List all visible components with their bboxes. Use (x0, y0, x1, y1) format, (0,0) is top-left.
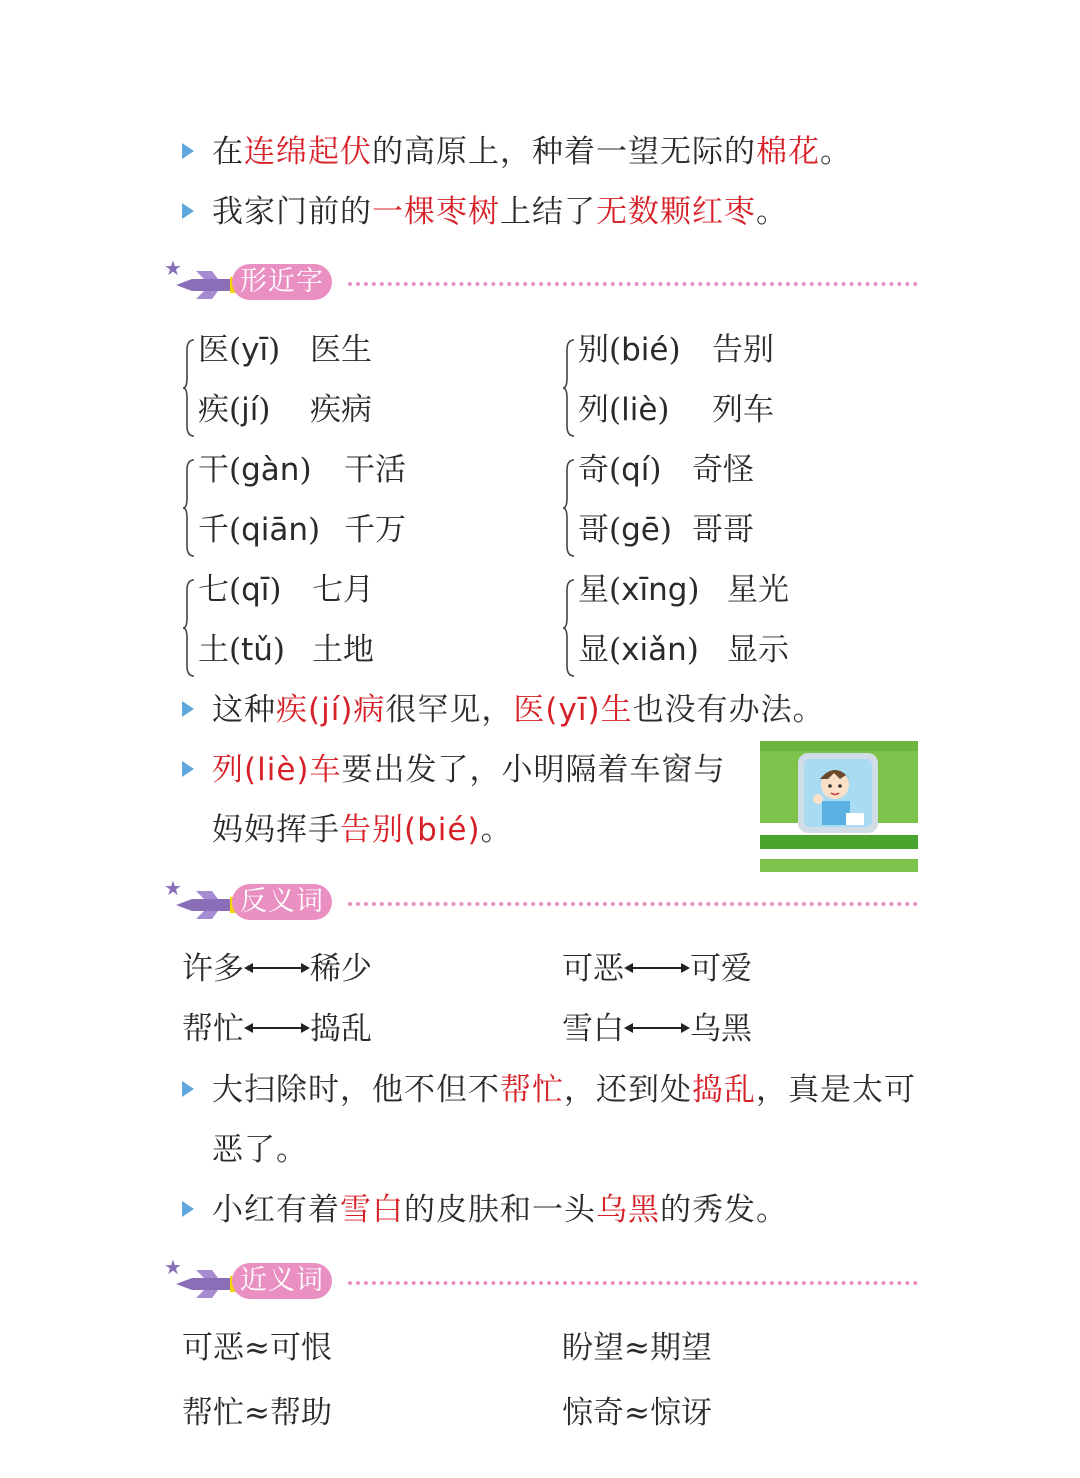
sentence-fragment: 大扫除时，他不但不 (212, 1072, 500, 1108)
highlight-text: 捣乱 (692, 1072, 756, 1108)
sentence-fragment: 也没有办法。 (632, 692, 825, 728)
double-arrow-icon (244, 1021, 310, 1035)
similar-char-group (182, 330, 502, 450)
paren-close: ) (299, 452, 312, 488)
synonym-left: 惊奇 (562, 1395, 624, 1431)
star-icon: ★ (164, 876, 182, 900)
synonym-left: 可恶 (182, 1330, 244, 1366)
similar-char-entry (198, 450, 312, 490)
synonym-pair (562, 1393, 712, 1433)
highlight-text: 告别 (340, 812, 404, 848)
curly-brace-icon (562, 338, 576, 438)
example-word: 告别 (712, 332, 774, 368)
train-window-illustration (760, 741, 918, 872)
paren-close: ) (668, 332, 681, 368)
star-icon: ★ (164, 1255, 182, 1279)
dotted-divider (348, 282, 918, 286)
example-word: 干活 (344, 452, 406, 488)
pinyin: bié (621, 332, 669, 368)
double-arrow-icon (624, 1021, 690, 1035)
antonym-right: 乌黑 (690, 1011, 752, 1047)
paren-open: ( (229, 452, 242, 488)
similar-sentence-1 (182, 690, 825, 730)
section-title: 反义词 (232, 884, 332, 920)
bullet-icon (182, 203, 194, 219)
highlight-text: 连绵起伏 (244, 134, 372, 170)
highlight-text: (yī) (545, 692, 601, 728)
approx-sign: ≈ (244, 1395, 270, 1431)
highlight-text: 乌黑 (596, 1192, 660, 1228)
example-word: 显示 (727, 632, 789, 668)
sentence-fragment: 很罕见， (385, 692, 514, 728)
paren-close: ) (268, 332, 281, 368)
curly-brace-icon (182, 578, 196, 678)
sentence-text (212, 1192, 788, 1228)
pinyin: qī (241, 572, 270, 608)
paren-close: ) (308, 512, 321, 548)
approx-sign: ≈ (624, 1330, 650, 1366)
star-icon: ★ (164, 256, 182, 280)
paren-open: ( (229, 332, 242, 368)
section-header-synonyms (162, 1257, 922, 1307)
similar-char-entry (578, 330, 681, 370)
char: 显 (578, 632, 609, 668)
pinyin: yī (241, 332, 269, 368)
curly-brace-icon (182, 458, 196, 558)
similar-char-group (562, 570, 882, 690)
antonym-right: 可爱 (690, 951, 752, 987)
pinyin: gē (621, 512, 660, 548)
char: 列 (578, 392, 609, 428)
highlight-text: 无数颗红枣 (596, 194, 756, 230)
section-title: 形近字 (232, 264, 332, 300)
char: 星 (578, 572, 609, 608)
sentence-text (212, 692, 825, 728)
char: 医 (198, 332, 229, 368)
synonym-pair (562, 1328, 712, 1368)
pinyin: jí (241, 392, 259, 428)
double-arrow-icon (244, 961, 310, 975)
char: 疾 (198, 392, 229, 428)
char: 干 (198, 452, 229, 488)
approx-sign: ≈ (244, 1330, 270, 1366)
curly-brace-icon (562, 458, 576, 558)
similar-sentence-2 (182, 750, 726, 790)
sentence-fragment: 的皮肤和一头 (404, 1192, 596, 1228)
antonym-pair (182, 949, 372, 989)
highlight-text: (liè) (244, 752, 310, 788)
pinyin: qiān (241, 512, 309, 548)
pinyin: qí (621, 452, 650, 488)
double-arrow-icon (624, 961, 690, 975)
synonym-right: 期望 (649, 1330, 712, 1366)
paren-close: ) (657, 392, 670, 428)
synonym-pair (182, 1393, 332, 1433)
char: 奇 (578, 452, 609, 488)
bullet-icon (182, 1201, 194, 1217)
sentence-fragment: 要出发了，小明隔着车窗与 (341, 752, 726, 788)
antonym-right: 捣乱 (310, 1011, 372, 1047)
paren-open: ( (229, 512, 242, 548)
example-word: 七月 (312, 572, 374, 608)
example-word: 疾病 (310, 392, 372, 428)
antonym-left: 雪白 (562, 1011, 624, 1047)
curly-brace-icon (182, 338, 196, 438)
paren-close: ) (269, 572, 282, 608)
paren-open: ( (609, 332, 622, 368)
sentence-fragment: ，真是太可 (756, 1072, 916, 1108)
char: 七 (198, 572, 229, 608)
paren-open: ( (609, 512, 622, 548)
synonym-right: 可恨 (269, 1330, 332, 1366)
char: 哥 (578, 512, 609, 548)
sentence-text (212, 812, 513, 848)
paren-close: ) (686, 632, 699, 668)
example-word: 哥哥 (692, 512, 754, 548)
example-word: 星光 (727, 572, 789, 608)
similar-char-entry (578, 570, 700, 610)
sentence-fragment: 这种 (212, 692, 276, 728)
sentence-fragment: 的秀发。 (660, 1192, 788, 1228)
antonym-pair (562, 1009, 752, 1049)
paren-close: ) (687, 572, 700, 608)
similar-char-group (182, 450, 502, 570)
antonym-pair (182, 1009, 372, 1049)
section-header-similar-chars (162, 258, 922, 308)
paren-close: ) (258, 392, 271, 428)
antonym-left: 帮忙 (182, 1011, 244, 1047)
similar-char-entry (578, 390, 670, 430)
highlight-text: 一棵枣树 (372, 194, 500, 230)
sentence-fragment: 。 (820, 134, 852, 170)
dotted-divider (348, 1281, 918, 1285)
pinyin: xiǎn (621, 632, 687, 668)
sentence-2 (182, 192, 788, 232)
highlight-text: 雪白 (340, 1192, 404, 1228)
antonym-left: 许多 (182, 951, 244, 987)
sentence-text (212, 194, 788, 230)
antonym-right: 稀少 (310, 951, 372, 987)
similar-char-entry (198, 330, 280, 370)
synonym-left: 盼望 (562, 1330, 624, 1366)
similar-char-entry (198, 630, 285, 670)
bullet-icon (182, 1081, 194, 1097)
sentence-1 (182, 132, 852, 172)
paren-open: ( (229, 572, 242, 608)
similar-char-group (562, 450, 882, 570)
similar-sentence-2-cont (212, 810, 513, 850)
synonym-right: 帮助 (269, 1395, 332, 1431)
sentence-fragment: 。 (756, 194, 788, 230)
sentence-text (212, 134, 852, 170)
highlight-text: 医 (513, 692, 546, 728)
sentence-fragment: 在 (212, 134, 244, 170)
sentence-text (212, 1072, 916, 1108)
bullet-icon (182, 143, 194, 159)
example-word: 列车 (712, 392, 774, 428)
highlight-text: 车 (309, 752, 342, 788)
paren-open: ( (609, 392, 622, 428)
pinyin: tǔ (241, 632, 273, 668)
bullet-icon (182, 761, 194, 777)
highlight-text: (bié) (404, 812, 481, 848)
similar-char-entry (198, 510, 320, 550)
sentence-fragment: 小红有着 (212, 1192, 340, 1228)
sentence-fragment: ，还到处 (564, 1072, 692, 1108)
example-word: 医生 (310, 332, 372, 368)
highlight-text: 生 (600, 692, 633, 728)
paren-open: ( (229, 392, 242, 428)
synonym-right: 惊讶 (649, 1395, 712, 1431)
paren-close: ) (649, 452, 662, 488)
highlight-text: 列 (212, 752, 244, 788)
dotted-divider (348, 902, 918, 906)
bullet-icon (182, 701, 194, 717)
paren-open: ( (609, 452, 622, 488)
similar-char-entry (198, 390, 270, 430)
similar-char-entry (578, 630, 699, 670)
highlight-text: (jí) (308, 692, 354, 728)
synonym-left: 帮忙 (182, 1395, 244, 1431)
sentence-text (212, 752, 726, 788)
example-word: 奇怪 (692, 452, 754, 488)
similar-char-entry (578, 450, 662, 490)
approx-sign: ≈ (624, 1395, 650, 1431)
pinyin: liè (621, 392, 658, 428)
highlight-text: 疾 (276, 692, 308, 728)
sentence-fragment: 我家门前的 (212, 194, 372, 230)
char: 千 (198, 512, 229, 548)
similar-char-entry (578, 510, 672, 550)
highlight-text: 帮忙 (500, 1072, 564, 1108)
section-header-antonyms (162, 878, 922, 928)
paren-open: ( (609, 632, 622, 668)
sentence-fragment: 恶了。 (212, 1132, 308, 1168)
antonym-pair (562, 949, 752, 989)
antonym-sentence-1 (182, 1070, 916, 1110)
similar-char-group (562, 330, 882, 450)
antonym-sentence-2 (182, 1190, 788, 1230)
sentence-fragment: 的高原上，种着一望无际的 (372, 134, 756, 170)
highlight-text: 棉花 (756, 134, 820, 170)
highlight-text: 病 (353, 692, 386, 728)
char: 别 (578, 332, 609, 368)
sentence-fragment: 上结了 (500, 194, 596, 230)
similar-char-group (182, 570, 502, 690)
char: 土 (198, 632, 229, 668)
example-word: 土地 (312, 632, 374, 668)
curly-brace-icon (562, 578, 576, 678)
antonym-sentence-1-cont (212, 1130, 308, 1170)
pinyin: xīng (621, 572, 688, 608)
paren-close: ) (272, 632, 286, 668)
pinyin: gàn (241, 452, 300, 488)
section-title: 近义词 (232, 1263, 332, 1299)
antonym-left: 可恶 (562, 951, 624, 987)
paren-open: ( (229, 632, 242, 668)
paren-close: ) (659, 512, 672, 548)
synonym-pair (182, 1328, 332, 1368)
similar-char-entry (198, 570, 282, 610)
paren-open: ( (609, 572, 622, 608)
example-word: 千万 (344, 512, 406, 548)
sentence-text (212, 1132, 308, 1168)
sentence-fragment: 妈妈挥手 (212, 812, 340, 848)
sentence-fragment: 。 (480, 812, 513, 848)
